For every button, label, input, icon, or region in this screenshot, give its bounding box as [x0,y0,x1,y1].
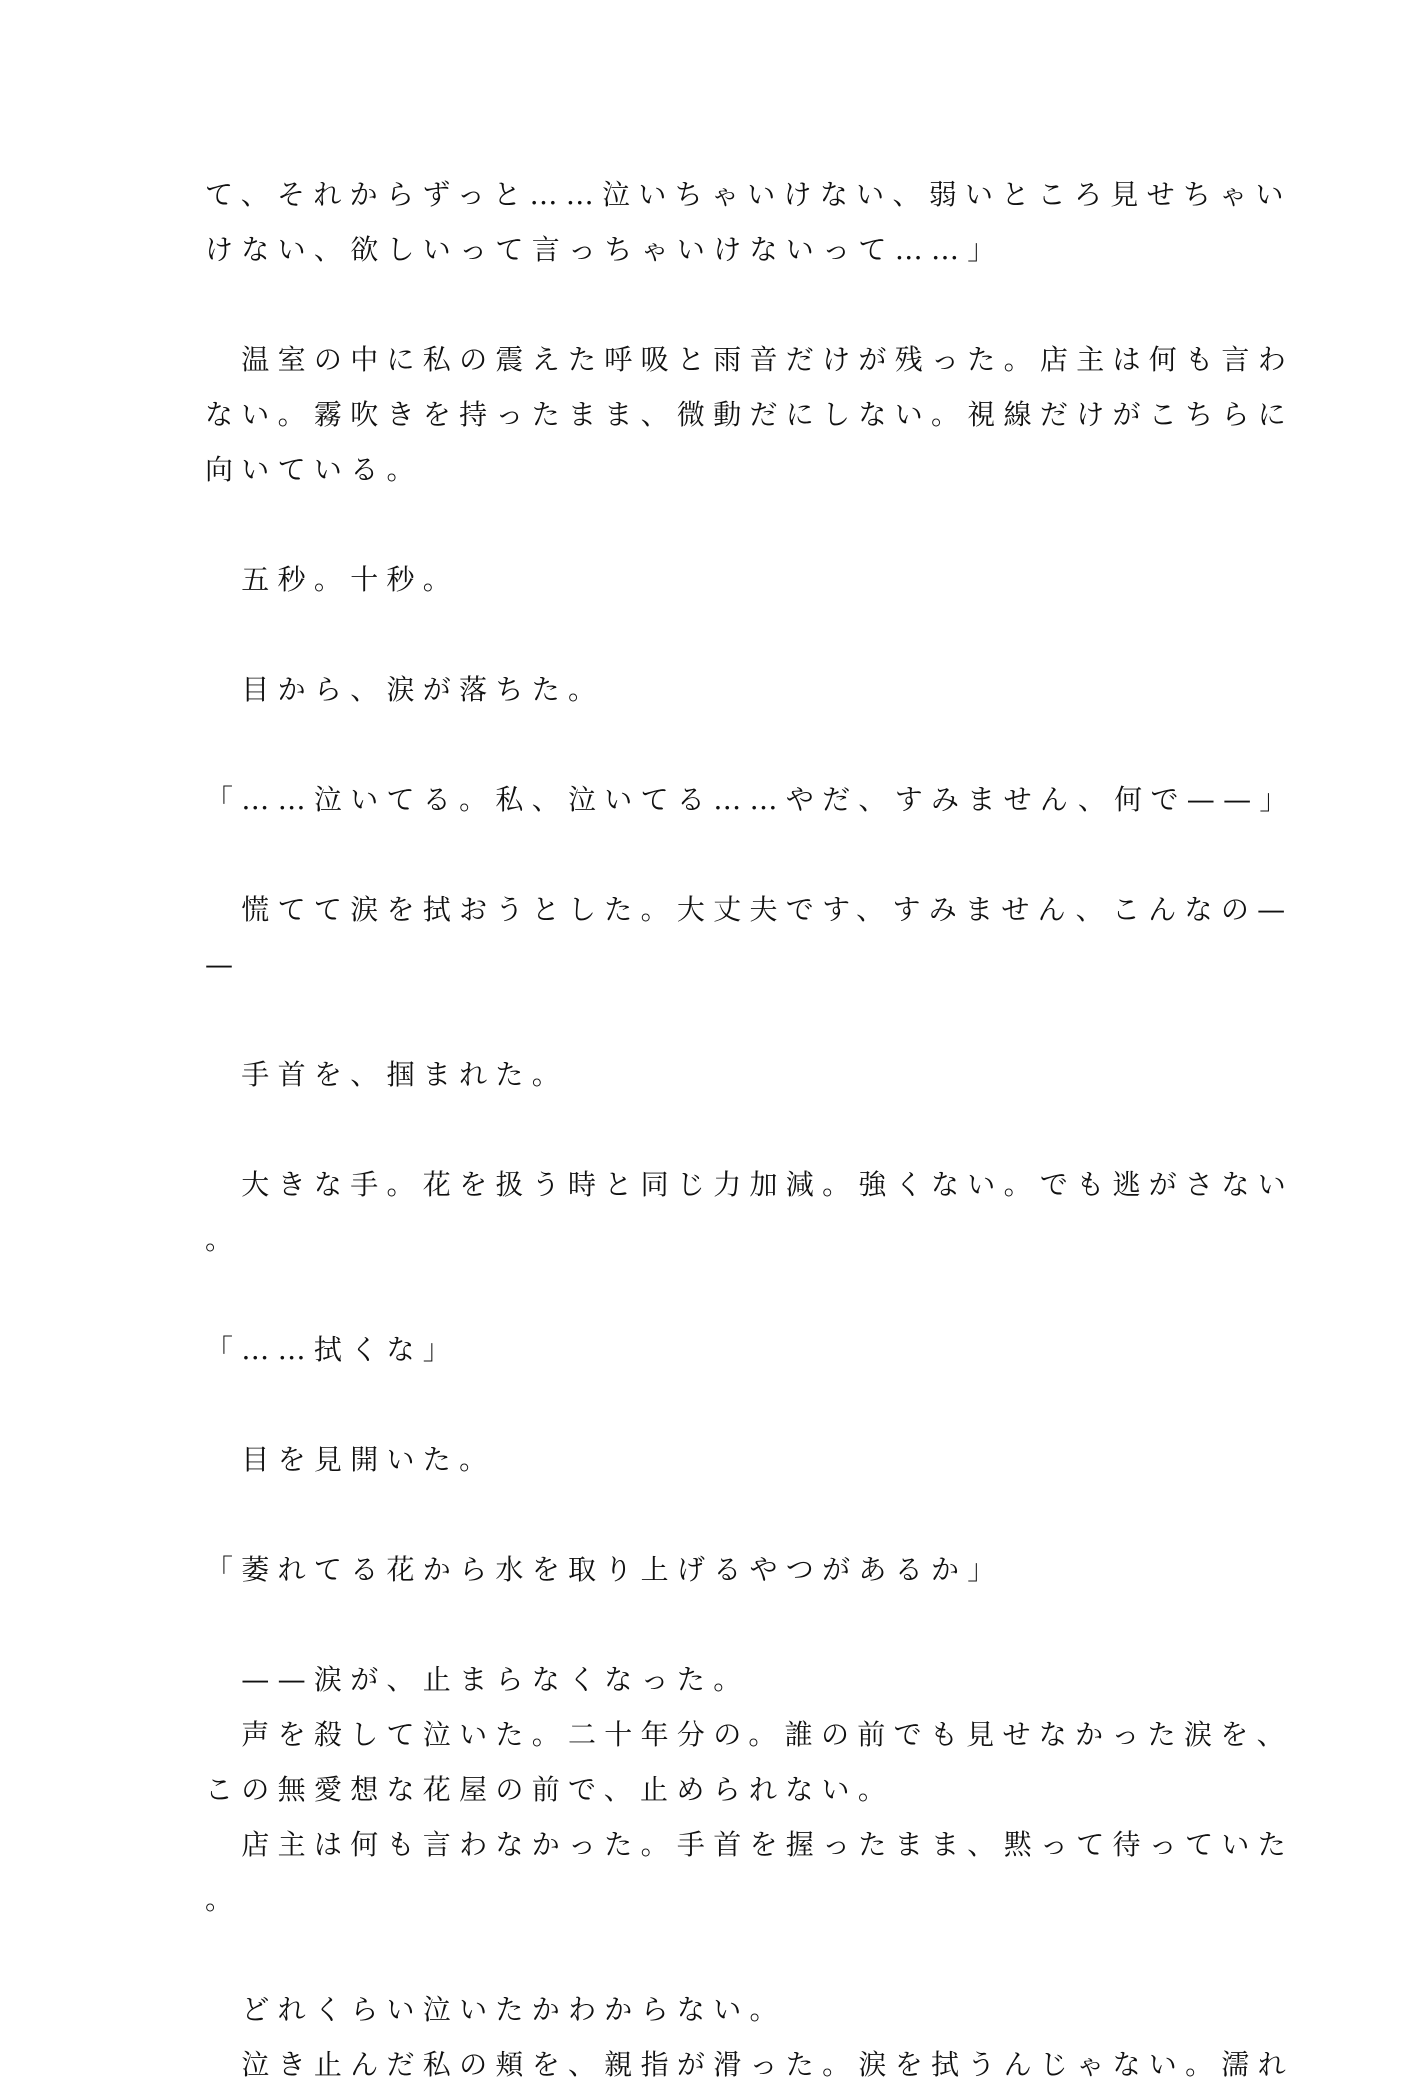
blank-line [205,1927,1205,1982]
text-line: 「萎れてる花から水を取り上げるやつがあるか」 [205,1553,1004,1586]
text-line: 「……泣いてる。私、泣いてる……やだ、すみません、何で——」 [205,783,1296,816]
text-line: 「……拭くな」 [205,1333,460,1366]
text-line: 目を見開いた。 [205,1443,496,1476]
blank-line [205,497,1205,552]
blank-line [205,1102,1205,1157]
body-text [205,167,1296,2092]
text-line: 声を殺して泣いた。二十年分の。誰の前でも見せなかった涙を、 [205,1718,1293,1751]
text-line: 泣き止んだ私の頬を、親指が滑った。涙を拭うんじゃない。濡れ [205,2048,1295,2081]
text-line: 店主は何も言わなかった。手首を握ったまま、黙って待っていた [205,1828,1295,1861]
text-line: 目から、涙が落ちた。 [205,673,605,706]
text-line: ない。霧吹きを持ったまま、微動だにしない。視線だけがこちらに [205,398,1295,431]
blank-line [205,717,1205,772]
blank-line [205,1597,1205,1652]
text-line: 。 [205,1883,242,1916]
text-line: 五秒。十秒。 [205,563,460,596]
text-line: 大きな手。花を扱う時と同じ力加減。強くない。でも逃がさない [205,1168,1295,1201]
text-line: 慌てて涙を拭おうとした。大丈夫です、すみません、こんなの— [205,893,1294,926]
text-line: けない、欲しいって言っちゃいけないって……」 [205,233,1004,266]
blank-line [205,607,1205,662]
text-line: て、それからずっと……泣いちゃいけない、弱いところ見せちゃい [205,178,1292,211]
text-line: どれくらい泣いたかわからない。 [205,1993,786,2026]
text-line: 手首を、掴まれた。 [205,1058,569,1091]
text-line: — [205,948,242,981]
blank-line [205,992,1205,1047]
text-line: この無愛想な花屋の前で、止められない。 [205,1773,895,1806]
text-line: 。 [205,1223,242,1256]
blank-line [205,1267,1205,1322]
blank-line [205,1487,1205,1542]
blank-line [205,277,1205,332]
text-line: 温室の中に私の震えた呼吸と雨音だけが残った。店主は何も言わ [205,343,1295,376]
text-line: ——涙が、止まらなくなった。 [205,1663,750,1696]
blank-line [205,827,1205,882]
text-line: 向いている。 [205,453,423,486]
blank-line [205,1377,1205,1432]
